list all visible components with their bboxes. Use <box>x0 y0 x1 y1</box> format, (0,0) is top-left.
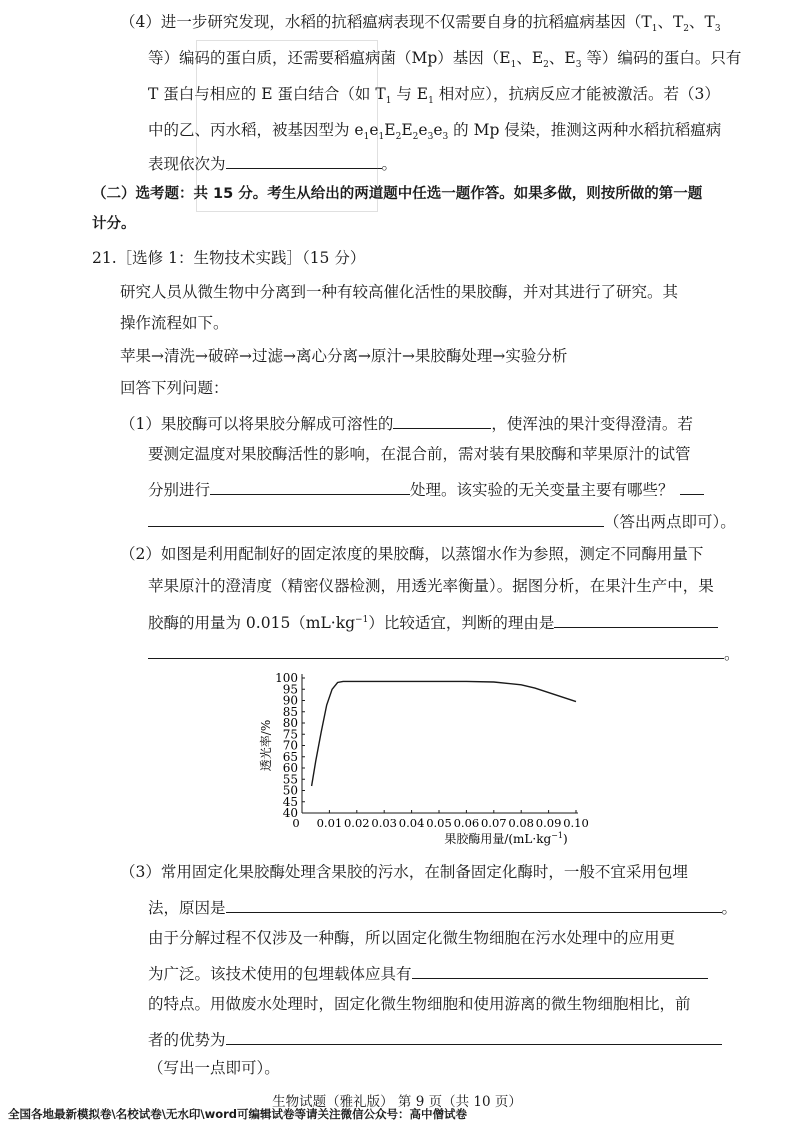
x-tick-label: 0 <box>292 816 300 830</box>
x-axis-label: 果胶酶用量$/(mL\cdot kg^{-1})$ <box>444 831 568 846</box>
y-tick-label: 40 <box>282 806 298 820</box>
q4-line-2: 等）编码的蛋白质，还需要稻瘟病菌（Mp）基因（$E_1$、$E_2$、$E_3$ 等）编码的蛋白。只有 <box>148 49 742 71</box>
answer-blank[interactable] <box>226 1028 722 1045</box>
x-tick-label: 0.09 <box>535 816 562 830</box>
q21-3-line-1: （3）常用固定化果胶酶处理含果胶的污水，在制备固定化酶时，一般不宜采用包埋 <box>120 863 688 881</box>
q21-intro-2: 操作流程如下。 <box>120 314 229 332</box>
q21-2-line-3: 胶酶的用量为 $0.015(mL\cdot kg^{-1})$比较适宜，判断的理由是 <box>148 610 718 633</box>
q21-3-line-4: 为广泛。该技术使用的包埋载体应具有 <box>148 962 708 984</box>
x-tick-label: 0.04 <box>398 816 425 830</box>
x-tick-label: 0.02 <box>343 816 370 830</box>
answer-blank[interactable] <box>393 412 491 429</box>
process-flow: 苹果→清洗→破碎→过滤→离心分离→原汁→果胶酶处理→实验分析 <box>120 347 568 365</box>
x-tick-label: 0.03 <box>371 816 398 830</box>
answer-blank[interactable] <box>210 478 410 495</box>
y-tick-label: 95 <box>282 682 298 697</box>
q4-line-5: 表现依次为 。 <box>148 152 397 174</box>
answer-blank[interactable] <box>226 152 382 169</box>
q21-ask: 回答下列问题： <box>120 379 229 397</box>
section-2-heading: （二）选考题：共 15 分。考生从给出的两道题中任选一题作答。如果多做，则按所做的第一题 <box>92 186 703 202</box>
answer-blank[interactable] <box>554 611 718 628</box>
q21-1-line-4: （答出两点即可）。 <box>148 510 736 532</box>
answer-blank[interactable] <box>148 642 724 659</box>
answer-blank[interactable] <box>680 478 704 495</box>
q21-1-line-3: 分别进行 处理。该实验的无关变量主要有哪些？ <box>148 478 704 500</box>
y-tick-label: 60 <box>282 761 298 775</box>
answer-blank[interactable] <box>412 962 708 979</box>
q21-1-line-1: （1）果胶酶可以将果胶分解成可溶性的 ，使浑浊的果汁变得澄清。若 <box>120 412 693 434</box>
x-tick-label: 0.05 <box>426 816 452 830</box>
q21-intro-1: 研究人员从微生物中分离到一种有较高催化活性的果胶酶，并对其进行了研究。其 <box>120 283 679 301</box>
bottom-banner: 全国各地最新模拟卷\名校试卷\无水印\word可编辑试卷等请关注微信公众号：高中僧试卷 <box>8 1107 468 1121</box>
answer-blank[interactable] <box>226 896 722 913</box>
question-21-title: 21.［选修 1：生物技术实践］（15 分） <box>92 249 366 267</box>
x-tick-label: 0.08 <box>508 816 535 830</box>
y-tick-label: 70 <box>282 738 298 753</box>
x-tick-label: 0.07 <box>480 816 507 830</box>
transmittance-chart <box>250 670 610 850</box>
q4-line-4: 中的乙、丙水稻，被基因型为 $e_1e_1E_2E_2e_3e_3$ 的 Mp 侵染，推测这两种水稻抗稻瘟病 <box>148 121 722 143</box>
y-tick-label: 75 <box>282 727 298 742</box>
chart-axes <box>302 674 578 813</box>
page-footer: 生物试题（雅礼版） 第 9 页（共 10 页） <box>272 1094 522 1110</box>
q21-3-line-6: 者的优势为 <box>148 1028 722 1050</box>
y-tick-label: 45 <box>282 794 298 809</box>
x-tick-label: 0.10 <box>563 816 589 830</box>
y-tick-labels <box>275 671 305 820</box>
y-tick-label: 85 <box>282 704 298 719</box>
q21-3-line-5: 的特点。用做废水处理时，固定化微生物细胞和使用游离的微生物细胞相比，前 <box>148 995 691 1013</box>
q21-3-line-2: 法，原因是 。 <box>148 896 737 918</box>
q21-2-line-4: 。 <box>148 642 740 664</box>
y-tick-label: 65 <box>282 749 298 764</box>
q4-line-1: （4）进一步研究发现，水稻的抗稻瘟病表现不仅需要自身的抗稻瘟病基因（$T_1$、$T_2$、$T_3$ <box>120 13 721 35</box>
answer-blank[interactable] <box>148 510 604 527</box>
x-tick-label: 0.06 <box>453 816 480 830</box>
series-line <box>312 681 576 786</box>
q21-3-line-3: 由于分解过程不仅涉及一种酶，所以固定化微生物细胞在污水处理中的应用更 <box>148 929 676 947</box>
y-tick-label: 100 <box>275 671 298 685</box>
q4-line-3: T 蛋白与相应的 E 蛋白结合（如 $T_1$ 与 $E_1$ 相对应），抗病反应才能被激活。若（3） <box>148 85 720 107</box>
y-tick-label: 55 <box>282 772 298 787</box>
q21-2-line-2: 苹果原汁的澄清度（精密仪器检测，用透光率衡量）。据图分析，在果汁生产中，果 <box>148 577 714 595</box>
x-tick-label: 0.01 <box>316 816 343 830</box>
y-tick-label: 90 <box>282 693 298 708</box>
section-2-heading-cont: 计分。 <box>92 216 136 232</box>
y-tick-label: 80 <box>282 716 298 730</box>
y-tick-label: 50 <box>282 783 298 798</box>
y-axis-label: 透光率/% <box>259 719 273 772</box>
q21-1-line-2: 要测定温度对果胶酶活性的影响，在混合前，需对装有果胶酶和苹果原汁的试管 <box>148 445 691 463</box>
q21-3-line-7: （写出一点即可）。 <box>148 1059 280 1077</box>
q21-2-line-1: （2）如图是利用配制好的固定浓度的果胶酶，以蒸馏水作为参照，测定不同酶用量下 <box>120 545 704 563</box>
